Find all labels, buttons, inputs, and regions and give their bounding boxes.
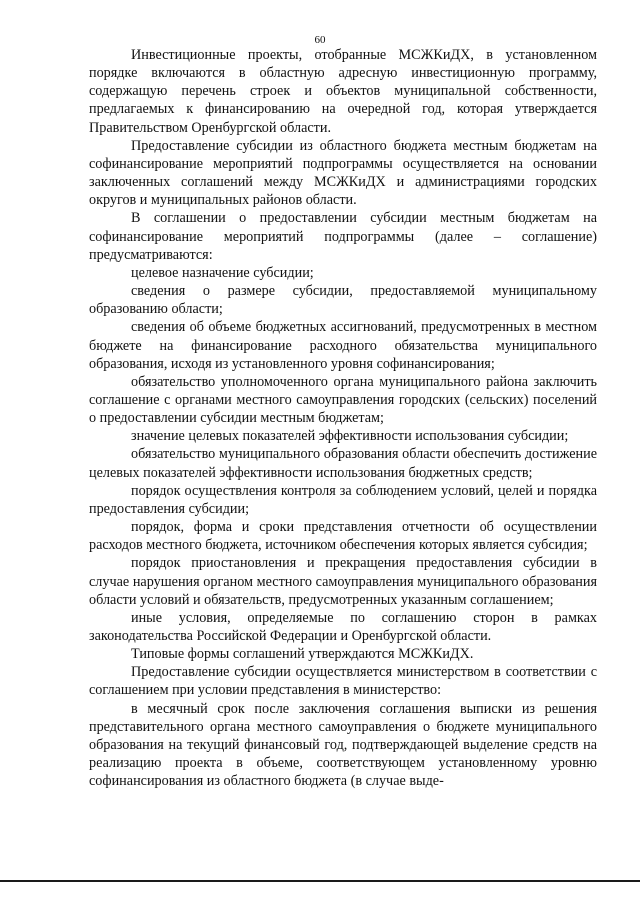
paragraph: В соглашении о предоставлении субсидии местным бюджетам на софинансирование мероприятий подпрограммы (далее – соглашение) предусматриваются: [89,210,597,263]
list-item: обязательство уполномоченного органа муниципального района заключить соглашение с органами местного самоуправления городских (сельских) поселений о предоставлении субсидии местным бюджетам; [89,373,597,427]
list-item: сведения об объеме бюджетных ассигнований, предусмотренных в местном бюджете на финансирование расходного обязательства муниципального образования, исходя из установленного уровня софинансирования; [89,319,597,372]
list-item: порядок приостановления и прекращения предоставления субсидии в случае нарушения органом местного самоуправления муниципального образования области условий и обязательств, предусмотренных указанным соглашением; [89,555,597,608]
list-item: иные условия, определяемые по соглашению сторон в рамках законодательства Российской Федерации и Оренбургской области. [89,609,597,644]
paragraph: Предоставление субсидии из областного бюджета местным бюджетам на софинансирование мероприятий подпрограммы осуществляется на основании заключенных соглашений между МСЖКиДХ и администрациями городских округов и муниципальных районов области. [89,137,597,209]
bottom-rule [0,880,640,882]
list-item: порядок, форма и сроки представления отчетности об осуществлении расходов местного бюджета, источником обеспечения которых является субсидия; [89,519,597,554]
list-item: сведения о размере субсидии, предоставляемой муниципальному образованию области; [89,283,597,318]
paragraph: в месячный срок после заключения соглашения выписки из решения представительного органа местного самоуправления о бюджете муниципального образования на текущий финансовый год, подтверждающей выделение средств на реализацию проекта в объеме, соответствующем установленному уровню софинансирования из областного бюджета (в случае выде- [89,700,597,790]
paragraph: Инвестиционные проекты, отобранные МСЖКиДХ, в установленном порядке включаются в областную адресную инвестиционную программу, содержащую перечень строек и объектов муниципальной собственности, предлагаемых к финансированию на очередной год, которая утверждается Правительством Оренбургской области. [89,47,597,136]
list-item: порядок осуществления контроля за соблюдением условий, целей и порядка предоставления субсидии; [89,482,597,517]
list-item: значение целевых показателей эффективности использования субсидии; [131,428,569,445]
paragraph: Типовые формы соглашений утверждаются МСЖКиДХ. [131,646,474,663]
list-item: обязательство муниципального образования области обеспечить достижение целевых показателей эффективности использования бюджетных средств; [89,446,597,481]
list-item: целевое назначение субсидии; [131,264,314,281]
document-body [89,46,597,790]
page-number: 60 [314,34,326,46]
paragraph: Предоставление субсидии осуществляется министерством в соответствии с соглашением при условии представления в министерство: [89,664,597,699]
